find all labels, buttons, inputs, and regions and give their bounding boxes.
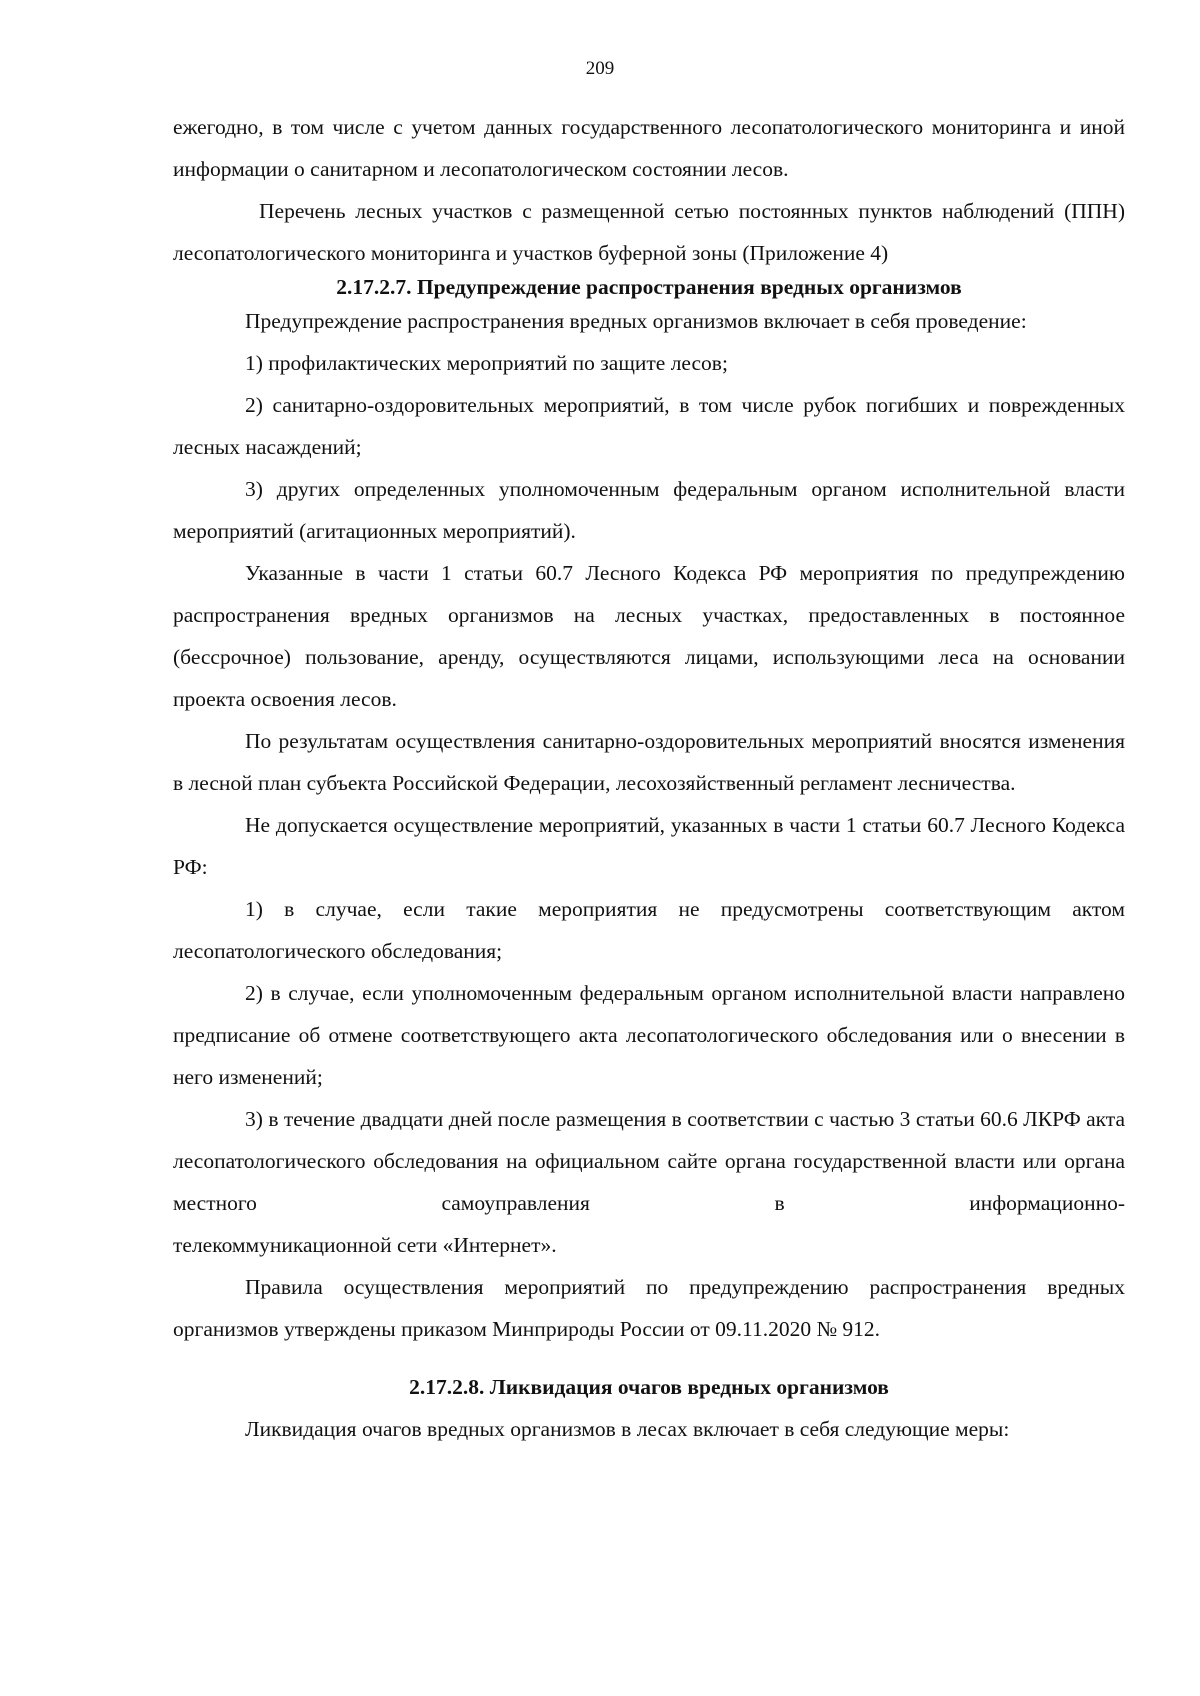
- list-item: 1) в случае, если такие мероприятия не предусмотрены соответствующим актом лесопатологического обследования;: [173, 897, 1125, 963]
- list-item: 2) в случае, если уполномоченным федеральным органом исполнительной власти направлено предписание об отмене соответствующего акта лесопатологического обследования или о внесении в него изменений;: [173, 981, 1125, 1089]
- list-item: 2) санитарно-оздоровительных мероприятий, в том числе рубок погибших и поврежденных лесных насаждений;: [173, 393, 1125, 459]
- paragraph: ежегодно, в том числе с учетом данных государственного лесопатологического мониторинга и иной информации о санитарном и лесопатологическом состоянии лесов.: [173, 115, 1125, 181]
- section-heading: 2.17.2.7. Предупреждение распространения вредных организмов: [336, 275, 962, 299]
- paragraph: Не допускается осуществление мероприятий, указанных в части 1 статьи 60.7 Лесного Кодекса РФ:: [173, 813, 1125, 879]
- page-number: 209: [585, 58, 615, 79]
- list-item: 3) других определенных уполномоченным федеральным органом исполнительной власти мероприятий (агитационных мероприятий).: [173, 477, 1125, 543]
- paragraph: Ликвидация очагов вредных организмов в лесах включает в себя следующие меры:: [245, 1417, 1010, 1441]
- list-item: 1) профилактических мероприятий по защите лесов;: [245, 351, 728, 375]
- list-item-continuation: телекоммуникационной сети «Интернет».: [173, 1233, 557, 1257]
- list-item: 3) в течение двадцати дней после размещения в соответствии с частью 3 статьи 60.6 ЛКРФ акта лесопатологического обследования на официальном сайте органа государственной власти или органа местного самоуправления в информационно-: [173, 1107, 1125, 1215]
- paragraph: Предупреждение распространения вредных организмов включает в себя проведение:: [245, 309, 1027, 333]
- paragraph: По результатам осуществления санитарно-оздоровительных мероприятий вносятся изменения в лесной план субъекта Российской Федерации, лесохозяйственный регламент лесничества.: [173, 729, 1125, 795]
- section-heading: 2.17.2.8. Ликвидация очагов вредных организмов: [409, 1375, 889, 1399]
- paragraph: Перечень лесных участков с размещенной сетью постоянных пунктов наблюдений (ППН) лесопатологического мониторинга и участков буферной зоны (Приложение 4): [173, 199, 1125, 265]
- document-body: [173, 106, 1125, 1450]
- paragraph: Правила осуществления мероприятий по предупреждению распространения вредных организмов утверждены приказом Минприроды России от 09.11.2020 № 912.: [173, 1275, 1125, 1341]
- paragraph: Указанные в части 1 статьи 60.7 Лесного Кодекса РФ мероприятия по предупреждению распространения вредных организмов на лесных участках, предоставленных в постоянное (бессрочное) пользование, аренду, осуществляются лицами, использующими леса на основании проекта освоения лесов.: [173, 561, 1125, 711]
